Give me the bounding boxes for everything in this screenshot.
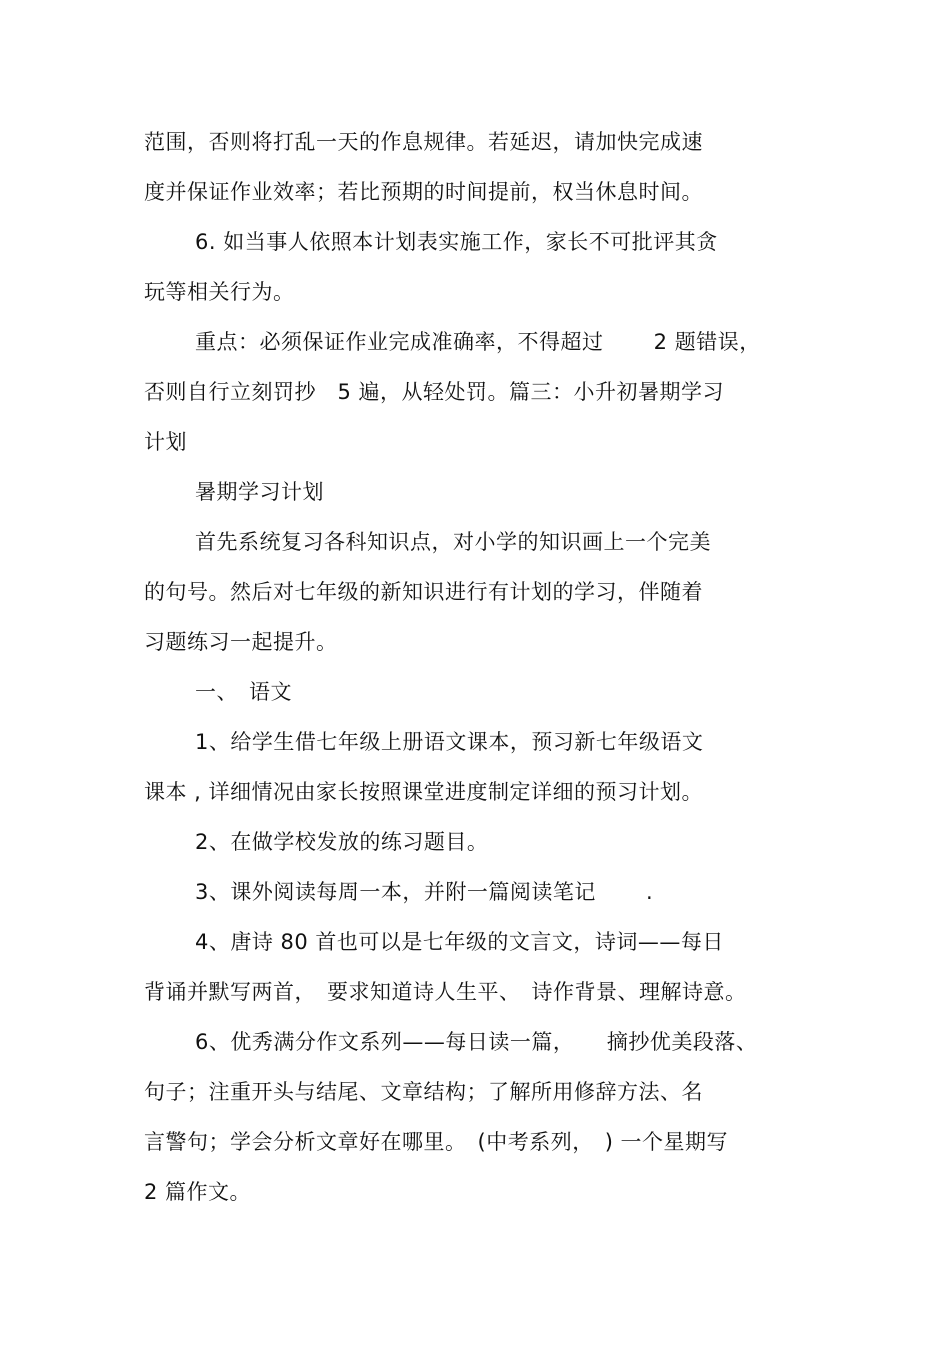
- text-line: 句子；注重开头与结尾、文章结构；了解所用修辞方法、名: [144, 1080, 703, 1104]
- text-line: 重点：必须保证作业完成准确率，不得超过 2 题错误，: [195, 330, 761, 354]
- text-line: 6、优秀满分作文系列——每日读一篇， 摘抄优美段落、: [195, 1030, 758, 1054]
- text-line: 背诵并默写两首， 要求知道诗人生平、 诗作背景、理解诗意。: [144, 980, 747, 1004]
- text-line: 的句号。然后对七年级的新知识进行有计划的学习，伴随着: [144, 580, 703, 604]
- text-line: 习题练习一起提升。: [144, 630, 338, 654]
- text-line: 言警句；学会分析文章好在哪里。 (中考系列， ) 一个星期写: [144, 1130, 729, 1154]
- section-heading: 一、 语文: [195, 680, 292, 704]
- text-line: 4、唐诗 80 首也可以是七年级的文言文，诗词——每日: [195, 930, 724, 954]
- text-line: 范围，否则将打乱一天的作息规律。若延迟，请加快完成速: [144, 130, 703, 154]
- text-line: 2、在做学校发放的练习题目。: [195, 830, 489, 854]
- text-line: 度并保证作业效率；若比预期的时间提前，权当休息时间。: [144, 180, 703, 204]
- text-line: 计划: [144, 430, 187, 454]
- text-line: 6. 如当事人依照本计划表实施工作，家长不可批评其贪: [195, 230, 718, 254]
- text-line: 首先系统复习各科知识点，对小学的知识画上一个完美: [195, 530, 711, 554]
- text-line: 1、给学生借七年级上册语文课本，预习新七年级语文: [195, 730, 704, 754]
- text-line: 玩等相关行为。: [144, 280, 295, 304]
- text-line: 课本 , 详细情况由家长按照课堂进度制定详细的预习计划。: [144, 780, 704, 804]
- text-line: 3、课外阅读每周一本，并附一篇阅读笔记 .: [195, 880, 654, 904]
- text-line: 2 篇作文。: [144, 1180, 252, 1204]
- text-line: 否则自行立刻罚抄 5 遍，从轻处罚。篇三：小升初暑期学习: [144, 380, 725, 404]
- section-heading: 暑期学习计划: [195, 480, 324, 504]
